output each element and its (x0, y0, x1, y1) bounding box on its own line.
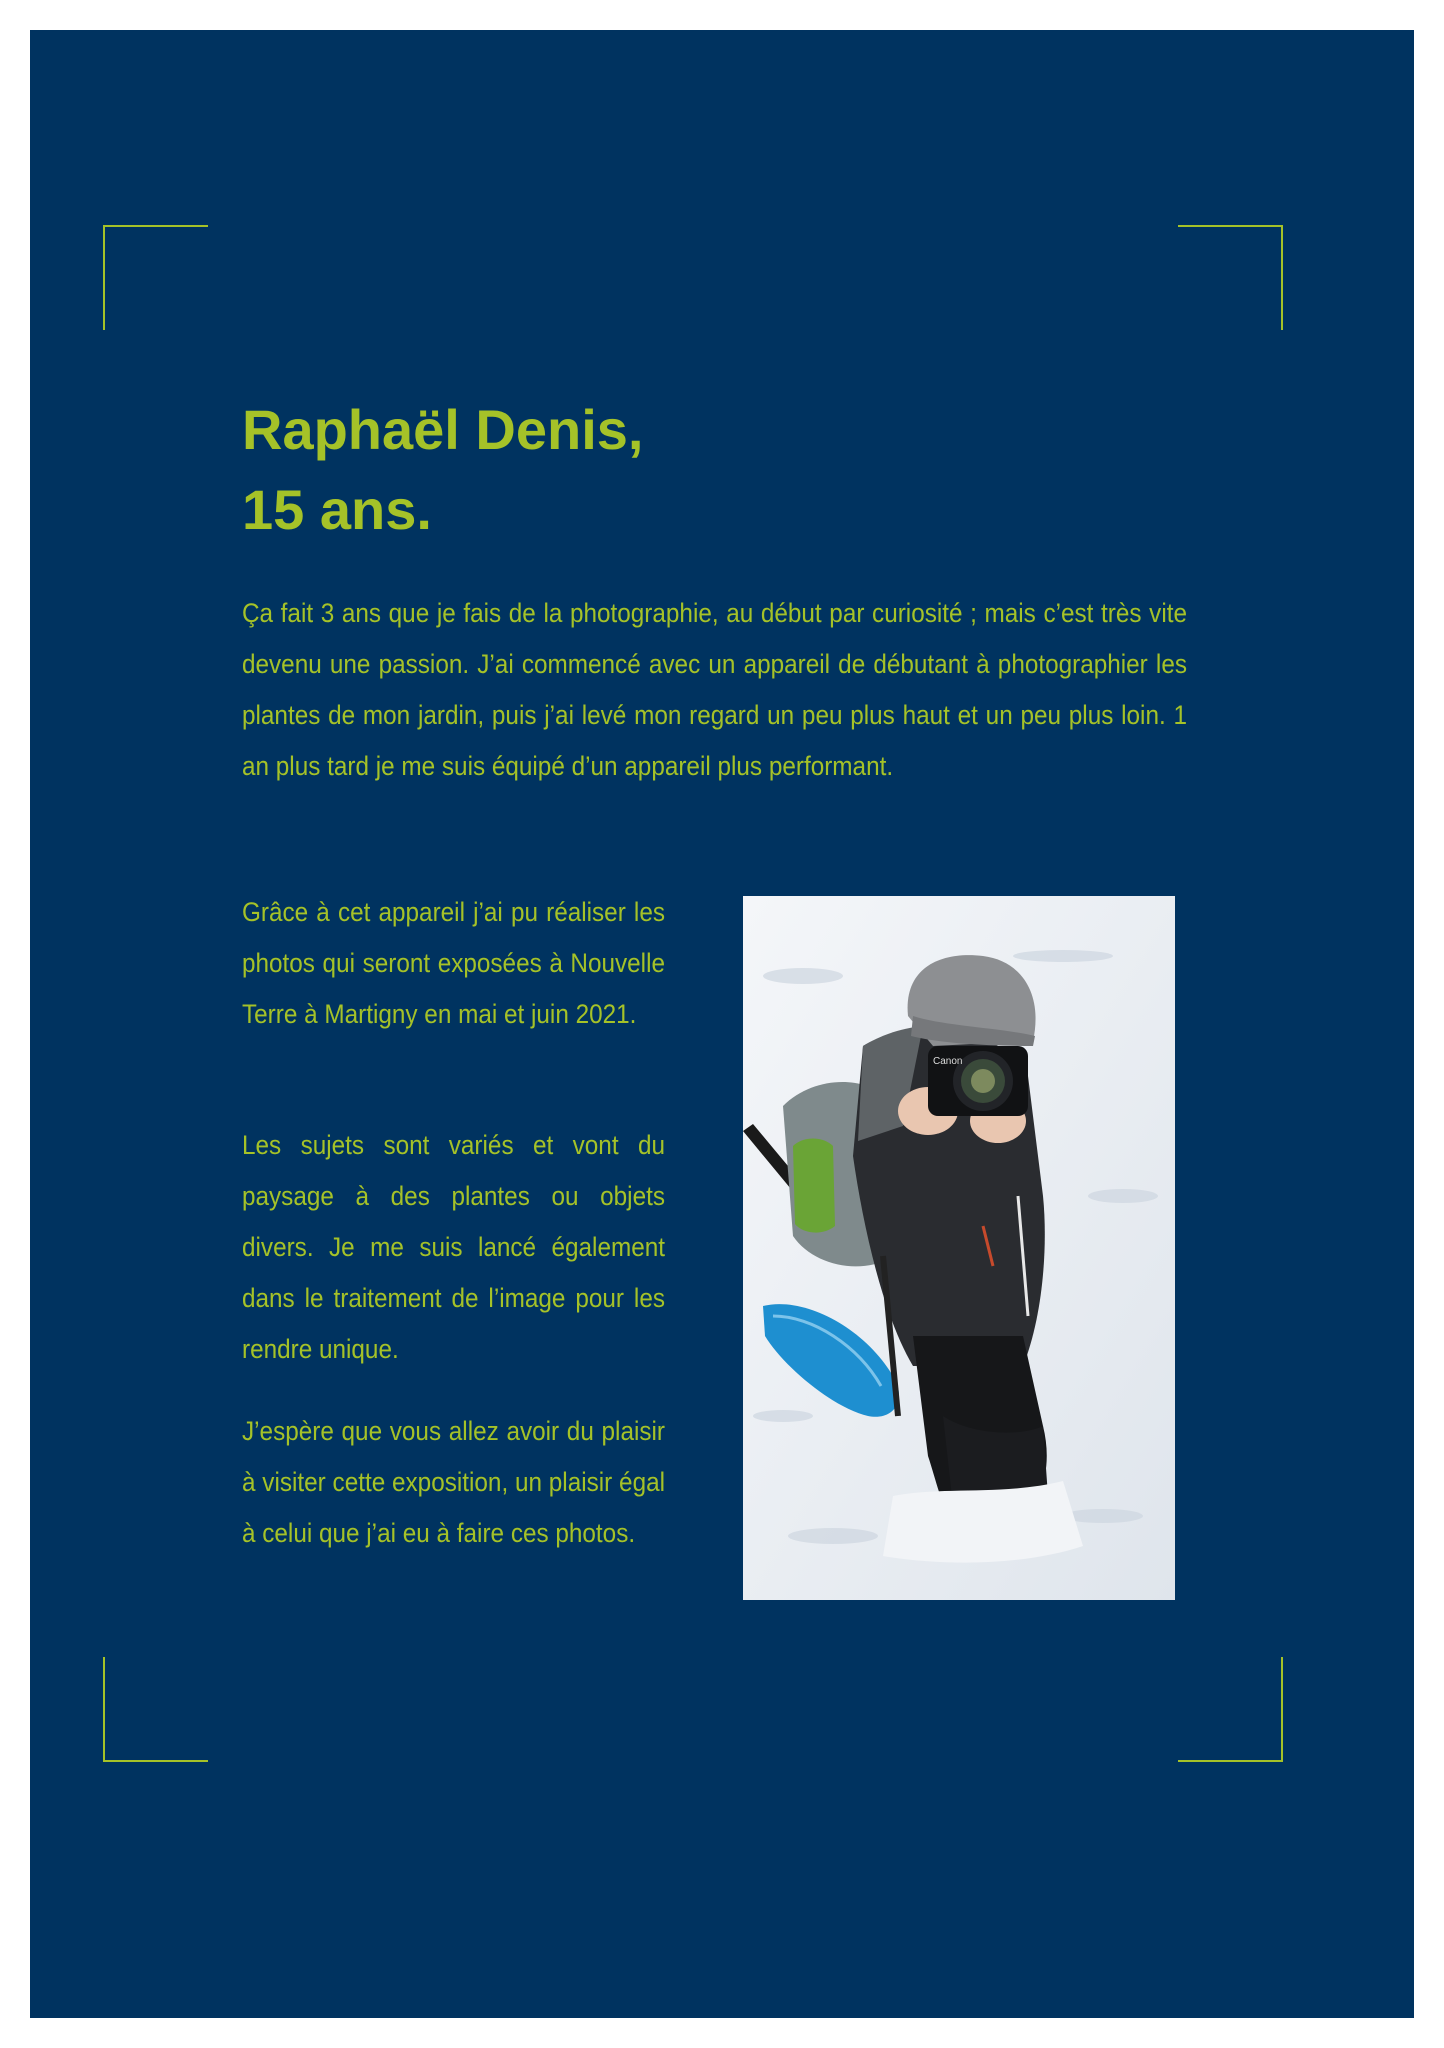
frame-corner-top-right (1178, 225, 1283, 330)
frame-corner-top-left (103, 225, 208, 330)
page-title (242, 390, 942, 550)
frame-corner-bottom-left (103, 1657, 208, 1762)
frame-corner-bottom-right (1178, 1657, 1283, 1762)
photographer-in-snow-illustration (743, 896, 1175, 1600)
subjects-paragraph: Les sujets sont variés et vont du paysage à des plantes ou objets divers. Je me suis lancé également dans le traitement de l’image pour les rendre unique. (242, 1130, 665, 1364)
closing-paragraph: J’espère que vous allez avoir du plaisir à visiter cette exposition, un plaisir égal à celui que j’ai eu à faire ces photos. (242, 1416, 665, 1548)
intro-paragraph: Ça fait 3 ans que je fais de la photographie, au début par curiosité ; mais c’est très vite devenu une passion. J’ai commencé avec un appareil de débutant à photographier les plantes de mon jardin, puis j’ai levé mon regard un peu plus haut et un peu plus loin. 1 an plus tard je me suis équipé d’un appareil plus performant. (242, 598, 1187, 781)
camera-brand-label: Canon (933, 1056, 963, 1067)
photographer-photo (743, 896, 1175, 1600)
title-name: Raphaël Denis, (242, 398, 644, 461)
exhibition-paragraph: Grâce à cet appareil j’ai pu réaliser les photos qui seront exposées à Nouvelle Terre à Martigny en mai et juin 2021. (242, 897, 665, 1029)
title-age: 15 ans. (242, 478, 432, 541)
